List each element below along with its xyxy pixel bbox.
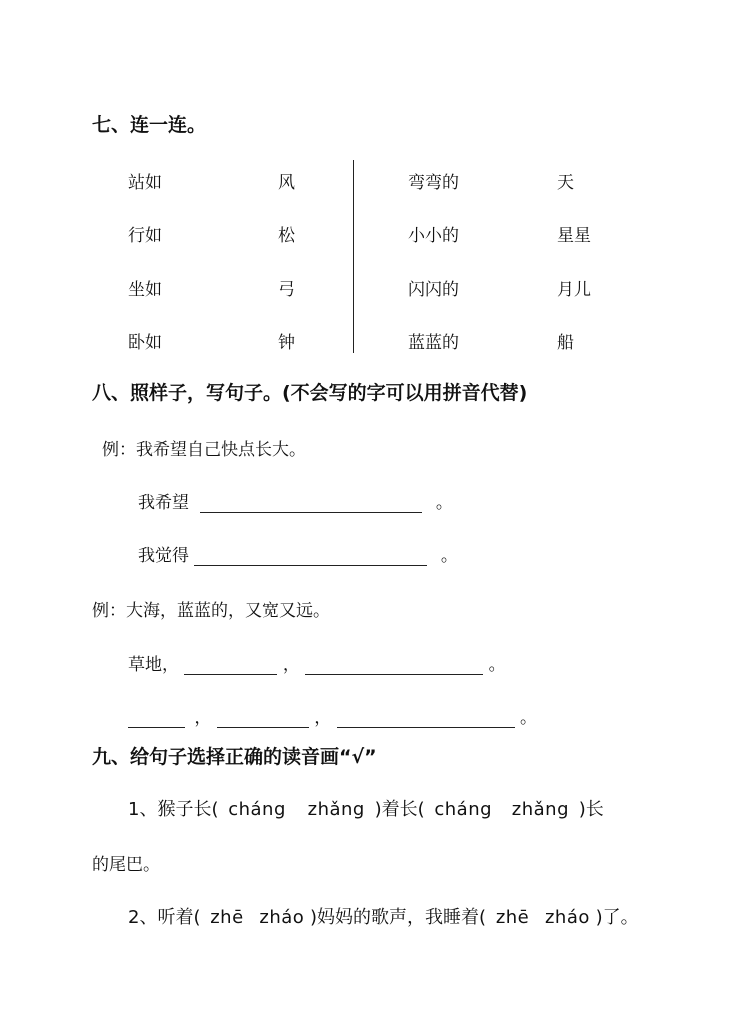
match-right-item: 弯弯的 <box>408 173 459 193</box>
text: 1、猴子长( <box>128 799 219 820</box>
answer-blank[interactable] <box>128 709 185 728</box>
line-end: 。 <box>488 655 506 675</box>
match-right-target: 天 <box>557 173 574 193</box>
text: )着长( <box>374 799 425 820</box>
match-left-item: 坐如 <box>128 280 162 300</box>
text: )了。 <box>595 907 639 928</box>
match-right-target: 月儿 <box>557 280 591 300</box>
example-sentence: 例：大海，蓝蓝的，又宽又远。 <box>92 601 330 621</box>
pinyin-option[interactable]: cháng <box>434 799 493 820</box>
match-left-item: 站如 <box>128 173 162 193</box>
pinyin-option[interactable]: zhǎng <box>511 799 570 820</box>
section9-heading: 九、给句子选择正确的读音画“√” <box>92 746 377 768</box>
line-end: 。 <box>435 493 453 513</box>
match-left-target: 钟 <box>278 333 295 353</box>
fill-line-4 <box>128 703 537 728</box>
section8-heading: 八、照样子，写句子。(不会写的字可以用拼音代替) <box>92 382 528 404</box>
match-right-item: 小小的 <box>408 226 459 246</box>
pinyin-option[interactable]: cháng <box>228 799 286 820</box>
match-right-item: 闪闪的 <box>408 280 459 300</box>
section7-heading: 七、连一连。 <box>92 114 207 136</box>
comma: ， <box>314 708 332 728</box>
line-prefix: 我希望 <box>138 493 189 513</box>
match-right-target: 星星 <box>557 226 591 246</box>
comma: ， <box>282 655 300 675</box>
example-sentence: 例：我希望自己快点长大。 <box>102 440 306 460</box>
pinyin-option[interactable]: zháo <box>544 907 590 928</box>
pinyin-option[interactable]: zháo <box>259 907 305 928</box>
match-left-item: 行如 <box>128 226 162 246</box>
line-end: 。 <box>520 708 538 728</box>
pinyin-option[interactable]: zhē <box>495 907 530 928</box>
match-left-item: 卧如 <box>128 333 162 353</box>
line-prefix: 我觉得 <box>138 546 189 566</box>
match-left-target: 风 <box>278 173 295 193</box>
match-left-target: 弓 <box>278 280 295 300</box>
answer-blank[interactable] <box>217 709 309 728</box>
match-left-target: 松 <box>278 226 295 246</box>
fill-line-1 <box>138 488 453 513</box>
comma: ， <box>194 708 212 728</box>
text: )长 <box>578 799 604 820</box>
answer-blank[interactable] <box>305 656 483 675</box>
text: 2、听着( <box>128 907 201 928</box>
question-1-continued: 的尾巴。 <box>92 855 160 875</box>
answer-blank[interactable] <box>194 547 427 566</box>
answer-blank[interactable] <box>184 656 277 675</box>
column-divider <box>353 160 354 353</box>
pinyin-option[interactable]: zhē <box>210 907 244 928</box>
answer-blank[interactable] <box>200 494 422 513</box>
fill-line-3 <box>128 650 506 675</box>
question-1 <box>128 795 604 821</box>
fill-line-2 <box>138 541 458 566</box>
match-right-target: 船 <box>557 333 574 353</box>
answer-blank[interactable] <box>337 709 515 728</box>
line-prefix: 草地， <box>128 655 179 675</box>
match-right-item: 蓝蓝的 <box>408 333 459 353</box>
text: )妈妈的歌声，我睡着( <box>310 907 487 928</box>
question-2 <box>128 903 639 929</box>
line-end: 。 <box>440 546 458 566</box>
pinyin-option[interactable]: zhǎng <box>307 799 365 820</box>
